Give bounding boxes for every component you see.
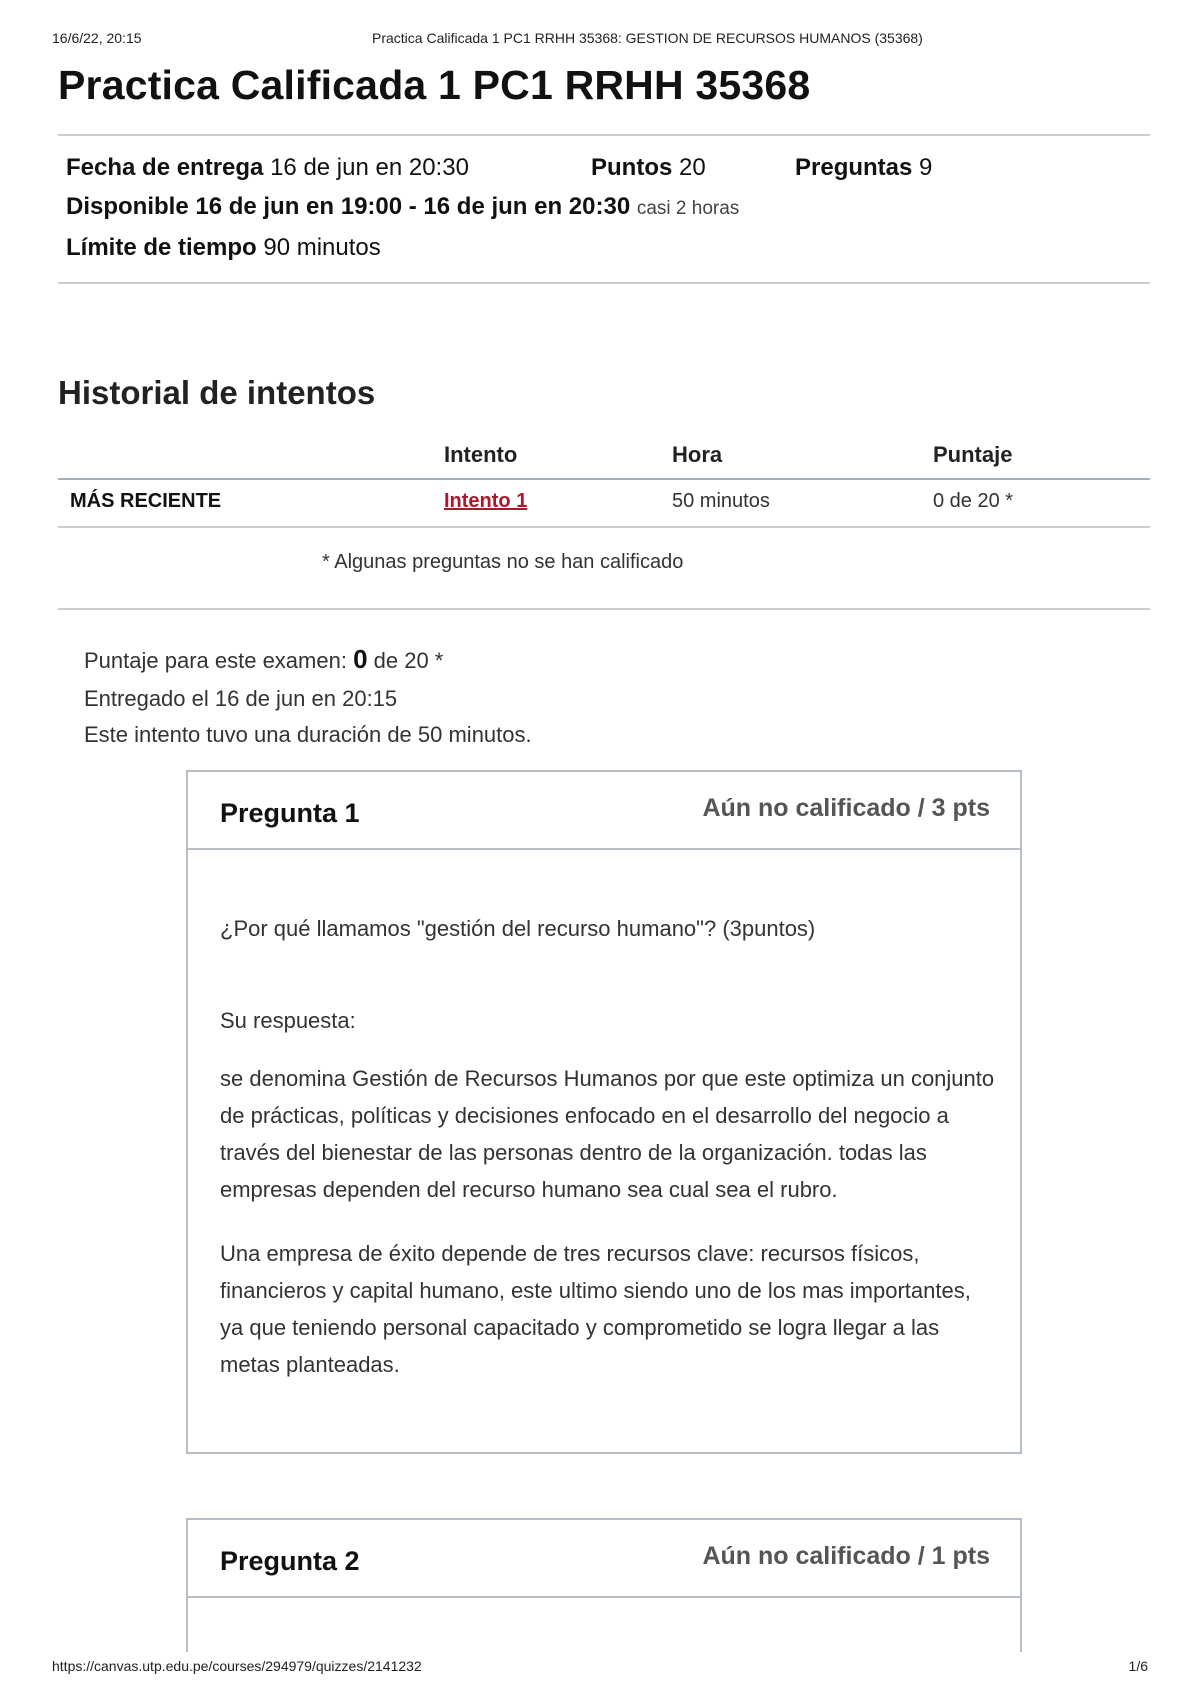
score-suffix: de 20 *: [367, 648, 444, 673]
available-value: 16 de jun en 19:00 - 16 de jun en 20:30: [195, 193, 631, 220]
due-value: 16 de jun en 20:30: [270, 154, 469, 181]
question-text: ¿Por qué llamamos "gestión del recurso humano"? (3puntos): [220, 916, 816, 941]
page-number: 1/6: [1128, 1658, 1148, 1674]
exam-score: [84, 644, 443, 675]
print-url: https://canvas.utp.edu.pe/courses/294979/quizzes/2141232: [52, 1658, 422, 1674]
row-divider: [58, 526, 1150, 528]
time-limit-value: 90 minutos: [263, 234, 381, 261]
divider: [58, 134, 1150, 136]
questions-value: 9: [919, 154, 933, 181]
history-title: Historial de intentos: [58, 374, 376, 411]
question-status: Aún no calificado / 3 pts: [702, 794, 990, 822]
time-cell: 50 minutos: [672, 490, 770, 512]
print-header: [52, 30, 1148, 50]
available-note: casi 2 horas: [636, 198, 740, 219]
question-status: Aún no calificado / 1 pts: [702, 1542, 990, 1570]
col-header-attempt: Intento: [444, 442, 518, 467]
question-title: Pregunta 1: [220, 798, 360, 828]
page-title: Practica Calificada 1 PC1 RRHH 35368: [58, 62, 811, 108]
header-divider: [58, 478, 1150, 480]
print-date: 16/6/22, 20:15: [52, 30, 142, 46]
due-label: Fecha de entrega: [66, 154, 264, 181]
duration-text: Este intento tuvo una duración de 50 minutos.: [84, 722, 532, 747]
question-title: Pregunta 2: [220, 1546, 360, 1576]
answer-label: Su respuesta:: [220, 1008, 356, 1033]
time-limit-label: Límite de tiempo: [66, 234, 257, 261]
points-meta: [591, 154, 706, 182]
questions-label: Preguntas: [795, 154, 913, 181]
question-card: [186, 770, 1022, 1454]
answer-paragraph-2: Una empresa de éxito depende de tres recursos clave: recursos físicos, financieros y capital humano, este ultimo siendo uno de los mas importantes, ya que teniendo personal capacitado y comprometido se logra llegar a las metas planteadas.: [220, 1241, 971, 1377]
score-value: 0: [353, 644, 368, 674]
col-header-score: Puntaje: [933, 442, 1013, 467]
divider: [58, 608, 1150, 610]
question-header: [188, 1520, 1020, 1598]
grading-footnote: * Algunas preguntas no se han calificado: [322, 551, 684, 573]
points-label: Puntos: [591, 154, 673, 181]
attempt-link[interactable]: Intento 1: [444, 490, 528, 512]
questions-meta: [795, 154, 932, 182]
score-cell: 0 de 20 *: [933, 490, 1014, 512]
submitted-text: Entregado el 16 de jun en 20:15: [84, 686, 398, 711]
row-label: MÁS RECIENTE: [70, 490, 222, 512]
answer-paragraph-1: se denomina Gestión de Recursos Humanos por que este optimiza un conjunto de prácticas, políticas y decisiones enfocado en el desarrollo del negocio a través del bienestar de las personas dentro de la organización. todas las empresas dependen del recurso humano sea cual sea el rubro.: [220, 1066, 995, 1202]
time-limit-meta: [66, 234, 381, 262]
attempt-cell: [444, 490, 527, 513]
question-header: [188, 772, 1020, 850]
score-prefix: Puntaje para este examen:: [84, 648, 354, 673]
question-card: [186, 1518, 1022, 1652]
points-value: 20: [679, 154, 706, 181]
quiz-meta-row-1: [66, 154, 469, 182]
available-label: Disponible: [66, 193, 189, 220]
divider: [58, 282, 1150, 284]
col-header-time: Hora: [672, 442, 723, 467]
print-doc-title: Practica Calificada 1 PC1 RRHH 35368: GESTION DE RECURSOS HUMANOS (35368): [372, 30, 923, 46]
available-meta: [66, 193, 739, 221]
